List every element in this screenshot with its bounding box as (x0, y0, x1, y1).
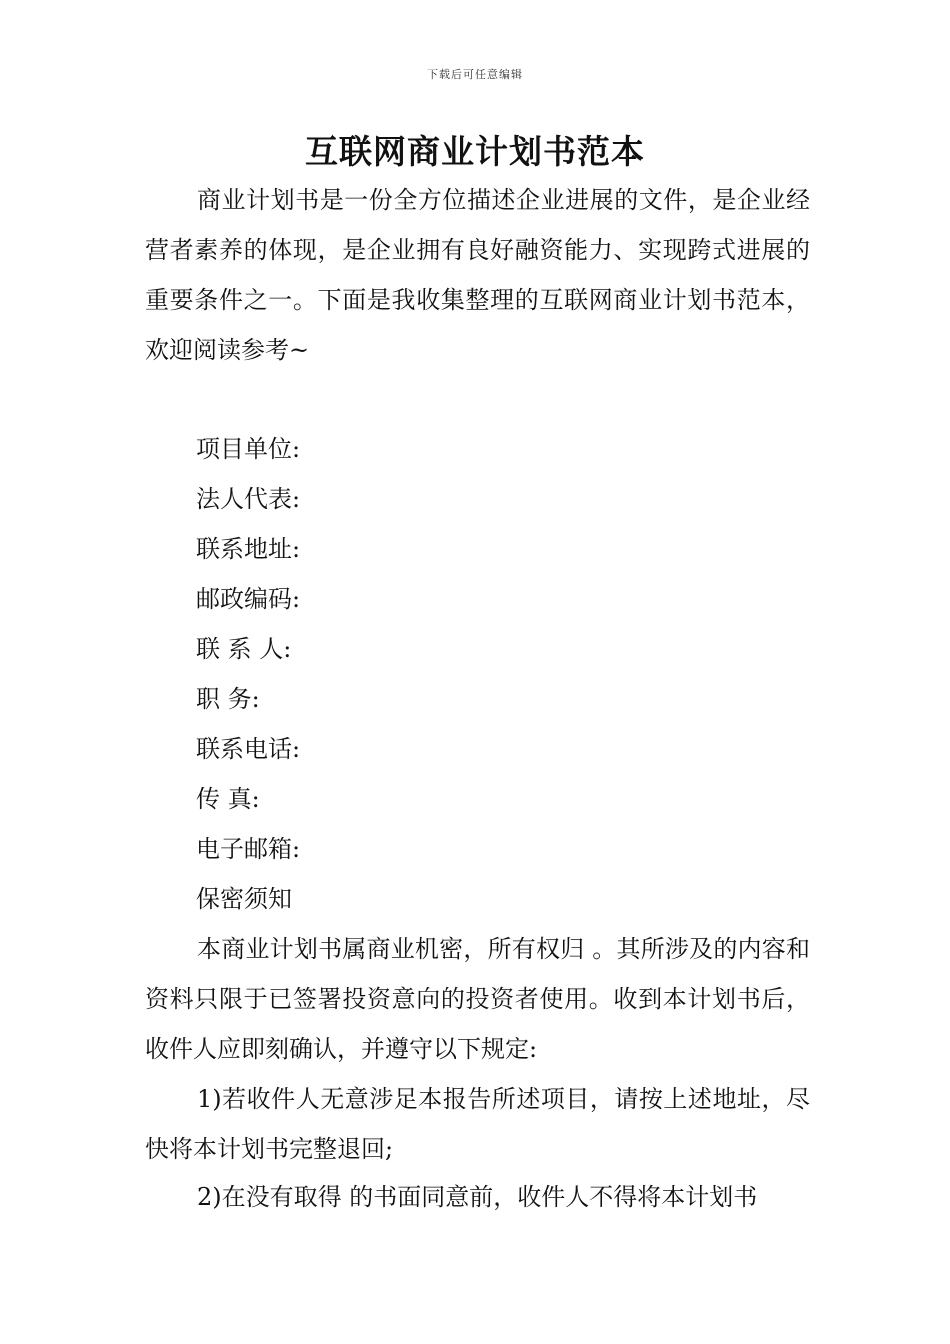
field-email: 电子邮箱: (196, 835, 301, 863)
rule-1-paragraph: 1)若收件人无意涉足本报告所述项目，请按上述地址，尽快将本计划书完整退回; (145, 1085, 810, 1163)
field-project-unit: 项目单位: (196, 435, 301, 463)
confidentiality-paragraph: 本商业计划书属商业机密，所有权归 。其所涉及的内容和资料只限于已签署投资意向的投资者使用。收到本计划书后，收件人应即刻确认，并遵守以下规定: (145, 935, 810, 1063)
confidentiality-heading: 保密须知 (196, 885, 292, 913)
header-note: 下载后可任意编辑 (427, 68, 523, 81)
field-contact-phone: 联系电话: (196, 735, 301, 763)
document-title: 互联网商业计划书范本 (305, 132, 645, 171)
field-legal-representative: 法人代表: (196, 485, 301, 513)
field-contact-address: 联系地址: (196, 535, 301, 563)
field-postal-code: 邮政编码: (196, 585, 301, 613)
field-contact-person: 联 系 人: (196, 635, 292, 663)
contact-fields-list (196, 424, 300, 924)
field-position: 职 务: (196, 685, 260, 713)
field-fax: 传 真: (196, 785, 260, 813)
rule-2-paragraph: 2)在没有取得 的书面同意前，收件人不得将本计划书 (197, 1183, 758, 1211)
intro-paragraph: 商业计划书是一份全方位描述企业进展的文件，是企业经营者素养的体现，是企业拥有良好融资能力、实现跨式进展的重要条件之一。下面是我收集整理的互联网商业计划书范本，欢迎阅读参考~ (145, 186, 810, 364)
